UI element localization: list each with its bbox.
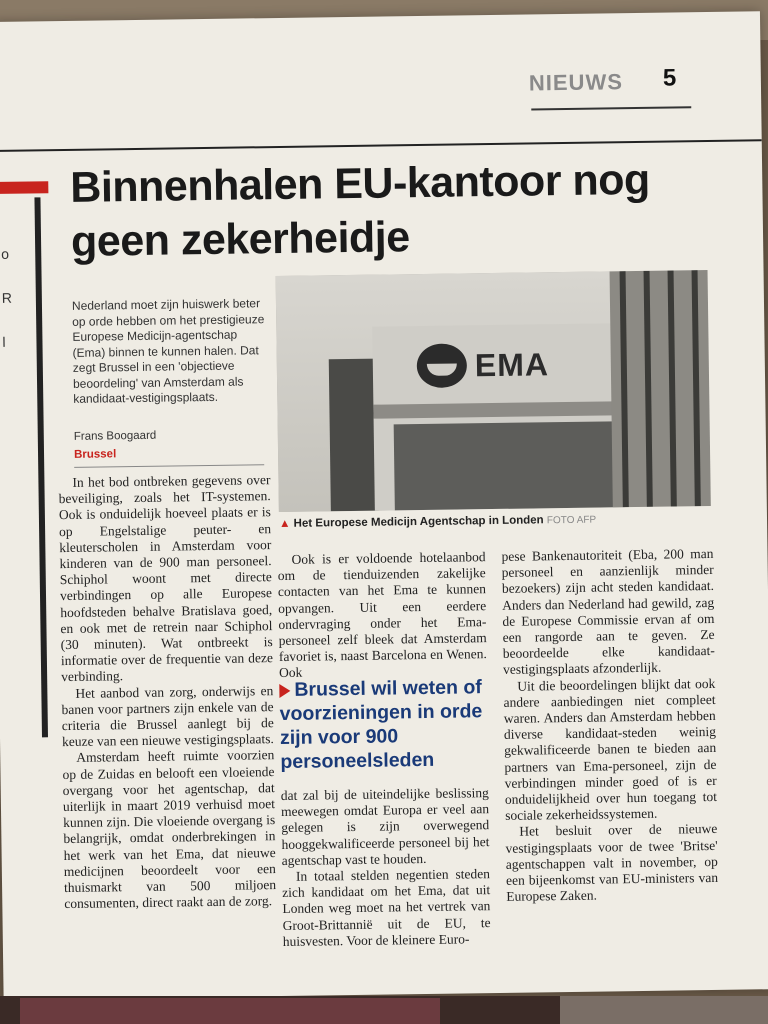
- neighbor-article-red-bar: [0, 181, 48, 194]
- paragraph: pese Bankenautoriteit (Eba, 200 man personeel en aanzienlijk minder bezoekers) zijn acht steden kandidaat. Anders dan Nederland had gewild, zag de Europese Commissie ervan af om een rangorde aan te geven. Ze beoordeelde elke kandidaat-vestigingsplaats afzonderlijk.: [501, 545, 715, 678]
- fragment: o: [1, 245, 10, 262]
- photo-caption: [279, 514, 596, 530]
- paragraph: In het bod ontbreken gegevens over beveiliging, zoals het IT-systemen. Ook is onduidelijk hoeveel plaats er is op Engelstalige peuter- en kleuterscholen in Amsterdam voor kinderen van de 900 man personeel. Schiphol woont met directe verbindingen op alle Europese hoofdsteden behalve Bratislava goed, en ook met de retrein naar Schiphol (30 minuten). Wat ontbreekt is informatie over de frequentie van deze verbinding.: [58, 472, 274, 685]
- top-rule: [0, 139, 762, 152]
- photo-scaffold: [329, 359, 379, 512]
- paragraph: Amsterdam heeft ruimte voorzien op de Zuidas en belooft een vloeiende overgang voor het agentschap, dat uiterlijk in maart 2019 verhuisd moet kunnen zijn. Die vloeiende overgang is belangrijk, omdat onderbrekingen in het werk van het Ema, dat nieuwe medicijnen beoordeelt voor een thuismarkt van 500 miljoen consumenten, direct raakt aan de zorg.: [62, 747, 277, 912]
- byline-location: Brussel: [73, 448, 117, 461]
- newspaper-page: [0, 11, 768, 1000]
- paragraph: Uit die beoordelingen blijkt dat ook andere aanbiedingen niet compleet waren. Anders dan Amsterdam hebben diverse kandidaat-steden weinig gekwalificeerde banen te bieden aan partners van Ema-personeel, zijn de verbindingen minder goed of is er onduidelijkheid over hun toegang tot sociale zekerheidssystemen.: [503, 675, 717, 824]
- arrow-icon: [279, 684, 290, 698]
- tower-stripe: [620, 271, 629, 507]
- paragraph: dat zal bij de uiteindelijke beslissing meewegen omdat Europa er veel aan gelegen is zijn overwegend hooggekwalificeerde personeel bij het agentschap vast te houden.: [280, 785, 490, 868]
- column-2-bottom: [281, 785, 491, 950]
- headline: Binnenhalen EU-kantoor nog geen zekerheidje: [69, 155, 651, 266]
- photo-tower: [610, 270, 711, 507]
- ema-logo-text: EMA: [474, 346, 550, 384]
- section-label: NIEUWS: [528, 69, 624, 96]
- tower-stripe: [668, 270, 677, 506]
- column-1: [58, 472, 276, 912]
- paragraph: Ook is er voldoende hotelaanbod om de tienduizenden zakelijke contacten van het Ema te kunnen opvangen. Uit een eerdere ondervraging onder het Ema-personeel zelf bleek dat Amsterdam favoriet is, naast Barcelona en Wenen. Ook: [277, 549, 487, 681]
- caption-text: Het Europese Medicijn Agentschap in Londen: [293, 514, 544, 530]
- caption-triangle-icon: ▲: [278, 517, 291, 531]
- fragment: l: [2, 333, 6, 350]
- page-number: 5: [662, 64, 677, 92]
- photo-building-windows: [394, 421, 625, 510]
- column-2-top: [277, 549, 487, 682]
- next-page-photo: [560, 996, 768, 1024]
- paragraph: Het aanbod van zorg, onderwijs en banen voor partners zijn enkele van de criteria die Brussel aanlegt bij de keuze van een nieuwe vestigingsplaats.: [61, 682, 274, 750]
- tower-stripe: [644, 271, 653, 507]
- column-3: [501, 546, 718, 905]
- tower-stripe: [692, 270, 701, 506]
- pull-quote-text: Brussel wil weten of voorzieningen in orde zijn voor 900 personeelsleden: [279, 676, 483, 774]
- fragment: R: [1, 289, 13, 306]
- byline-author: Frans Boogaard: [73, 429, 157, 443]
- neighbor-article-frame: [34, 197, 48, 737]
- pull-quote: [279, 675, 492, 774]
- paragraph: Het besluit over de nieuwe vestigingsplaats voor de twee 'Britse' agentschappen valt in november, op een bijeenkomst van EU-ministers van Europese Zaken.: [505, 821, 719, 905]
- header-rule: [531, 106, 691, 110]
- photo-credit: FOTO AFP: [546, 514, 597, 527]
- neighbor-article-fragments: [1, 231, 33, 363]
- next-page-strip: [0, 996, 768, 1024]
- intro-paragraph: Nederland moet zijn huiswerk beter op orde hebben om het prestigieuze Europese Medicijn-agentschap (Ema) binnen te kunnen halen. Dat zegt Brussel in een 'objectieve beoordeling' van Amsterdam als kandidaat-vestigingsplaats.: [71, 296, 265, 406]
- byline-rule: [74, 464, 264, 468]
- next-page-photo: [20, 998, 440, 1024]
- ema-building-photo: [276, 270, 711, 512]
- paragraph: In totaal stelden negentien steden zich kandidaat om het Ema, dat uit Londen weg moet na het vertrek van Groot-Brittannië uit de EU, te huisvesten. Voor de kleinere Euro-: [282, 866, 491, 949]
